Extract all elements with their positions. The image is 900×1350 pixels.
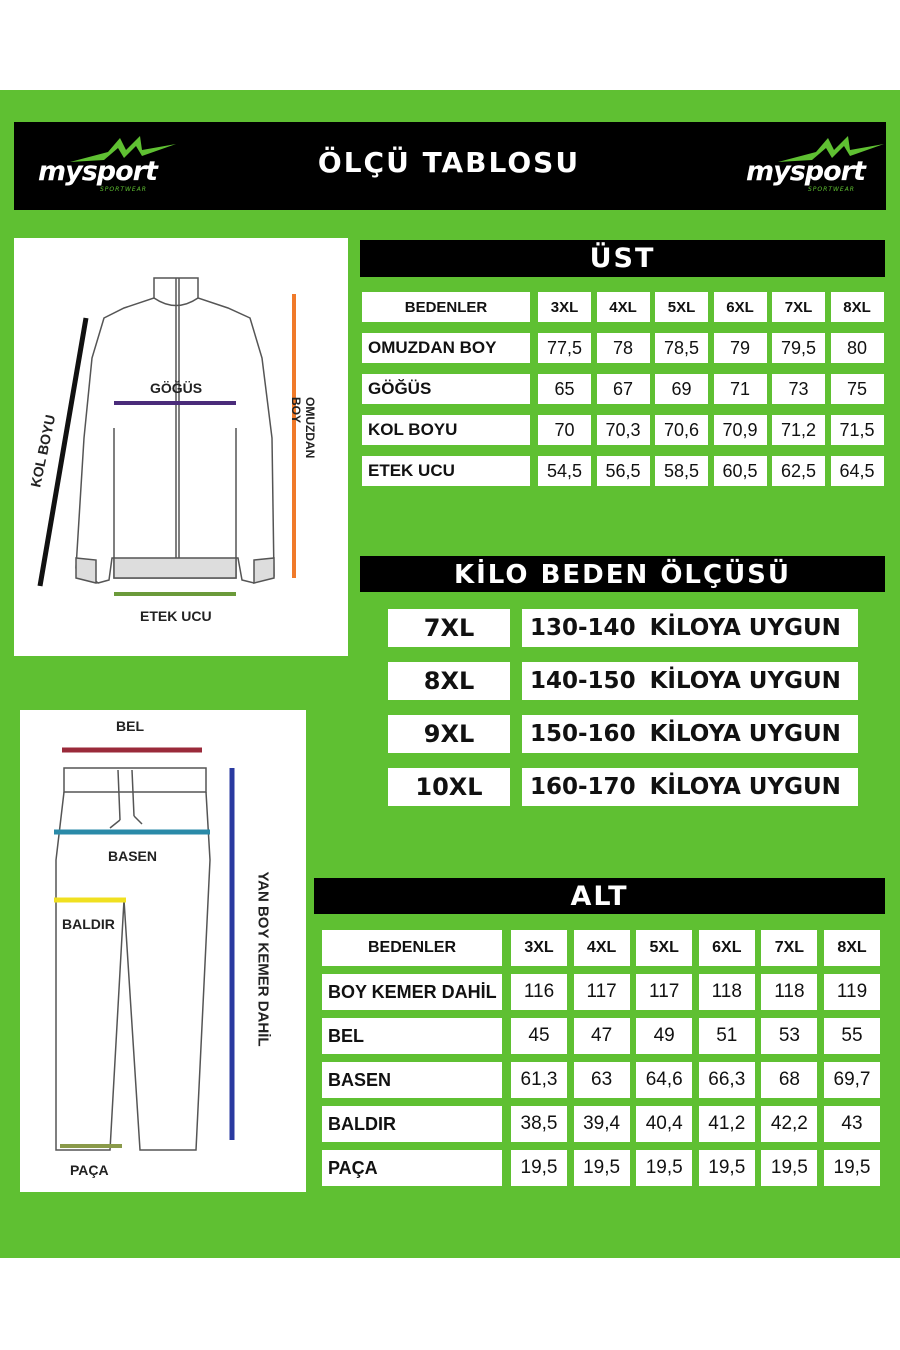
size-header-cell: 6XL [699, 930, 755, 966]
kilo-range: 150-160 [530, 721, 636, 747]
omuzdan-boy-label: OMUZDAN BOY [289, 397, 317, 459]
value-cell: 61,3 [511, 1062, 567, 1098]
paca-label: PAÇA [70, 1162, 109, 1178]
size-header-cell: 4XL [574, 930, 630, 966]
logo-text: mysport [746, 156, 865, 187]
size-header-label: BEDENLER [362, 292, 530, 322]
alt-title-bar: ALT [314, 878, 885, 914]
kilo-title-bar: KİLO BEDEN ÖLÇÜSÜ [360, 556, 885, 592]
value-cell: 41,2 [699, 1106, 755, 1142]
kilo-size-cell: 9XL [388, 715, 510, 753]
value-cell: 65 [538, 374, 591, 404]
size-header-cell: 3XL [511, 930, 567, 966]
jacket-diagram [14, 238, 348, 656]
value-cell: 55 [824, 1018, 880, 1054]
value-cell: 39,4 [574, 1106, 630, 1142]
value-cell: 53 [761, 1018, 817, 1054]
value-cell: 70,6 [655, 415, 708, 445]
value-cell: 62,5 [772, 456, 825, 486]
kilo-range: 160-170 [530, 774, 636, 800]
value-cell: 71 [714, 374, 767, 404]
page-title: ÖLÇÜ TABLOSU [317, 146, 581, 179]
value-cell: 68 [761, 1062, 817, 1098]
row-label: BEL [322, 1018, 502, 1054]
value-cell: 75 [831, 374, 884, 404]
value-cell: 58,5 [655, 456, 708, 486]
size-header-cell: 7XL [772, 292, 825, 322]
kilo-text: KİLOYA UYGUN [649, 668, 841, 694]
kilo-size-cell: 10XL [388, 768, 510, 806]
value-cell: 54,5 [538, 456, 591, 486]
row-label: OMUZDAN BOY [362, 333, 530, 363]
value-cell: 70 [538, 415, 591, 445]
size-header-cell: 5XL [636, 930, 692, 966]
kilo-range: 140-150 [530, 668, 636, 694]
size-header-cell: 7XL [761, 930, 817, 966]
size-header-cell: 6XL [714, 292, 767, 322]
kilo-text: KİLOYA UYGUN [649, 774, 841, 800]
value-cell: 66,3 [699, 1062, 755, 1098]
kilo-range: 130-140 [530, 615, 636, 641]
value-cell: 73 [772, 374, 825, 404]
value-cell: 56,5 [597, 456, 650, 486]
value-cell: 19,5 [511, 1150, 567, 1186]
value-cell: 117 [574, 974, 630, 1010]
value-cell: 19,5 [761, 1150, 817, 1186]
row-label: BASEN [322, 1062, 502, 1098]
value-cell: 69,7 [824, 1062, 880, 1098]
value-cell: 19,5 [574, 1150, 630, 1186]
baldir-label: BALDIR [62, 916, 115, 932]
yan-boy-label: YAN BOY KEMER DAHİL [254, 871, 272, 1047]
ust-title-bar: ÜST [360, 240, 885, 277]
brand-logo-left [38, 134, 178, 198]
size-header-cell: 4XL [597, 292, 650, 322]
value-cell: 38,5 [511, 1106, 567, 1142]
etek-ucu-label: ETEK UCU [140, 608, 212, 624]
value-cell: 80 [831, 333, 884, 363]
value-cell: 67 [597, 374, 650, 404]
value-cell: 116 [511, 974, 567, 1010]
value-cell: 49 [636, 1018, 692, 1054]
size-header-cell: 8XL [824, 930, 880, 966]
row-label: GÖĞÜS [362, 374, 530, 404]
value-cell: 70,9 [714, 415, 767, 445]
value-cell: 78,5 [655, 333, 708, 363]
value-cell: 79,5 [772, 333, 825, 363]
value-cell: 117 [636, 974, 692, 1010]
value-cell: 119 [824, 974, 880, 1010]
value-cell: 118 [761, 974, 817, 1010]
value-cell: 79 [714, 333, 767, 363]
value-cell: 71,2 [772, 415, 825, 445]
value-cell: 42,2 [761, 1106, 817, 1142]
logo-subtext: SPORTWEAR [100, 186, 147, 193]
row-label: BOY KEMER DAHİL [322, 974, 502, 1010]
row-label: ETEK UCU [362, 456, 530, 486]
size-header-cell: 5XL [655, 292, 708, 322]
kilo-range-cell [522, 662, 858, 700]
value-cell: 70,3 [597, 415, 650, 445]
brand-logo-right [746, 134, 886, 198]
kilo-text: KİLOYA UYGUN [649, 615, 841, 641]
value-cell: 19,5 [636, 1150, 692, 1186]
size-header-cell: 3XL [538, 292, 591, 322]
kol-boyu-label: KOL BOYU [27, 413, 59, 489]
value-cell: 51 [699, 1018, 755, 1054]
value-cell: 63 [574, 1062, 630, 1098]
kilo-range-cell [522, 609, 858, 647]
value-cell: 77,5 [538, 333, 591, 363]
value-cell: 118 [699, 974, 755, 1010]
kilo-text: KİLOYA UYGUN [649, 721, 841, 747]
value-cell: 69 [655, 374, 708, 404]
kilo-size-cell: 8XL [388, 662, 510, 700]
header-bar [14, 122, 886, 210]
value-cell: 64,6 [636, 1062, 692, 1098]
value-cell: 78 [597, 333, 650, 363]
basen-label: BASEN [108, 848, 158, 864]
size-header-cell: 8XL [831, 292, 884, 322]
row-label: KOL BOYU [362, 415, 530, 445]
row-label: PAÇA [322, 1150, 502, 1186]
value-cell: 47 [574, 1018, 630, 1054]
kilo-range-cell [522, 768, 858, 806]
value-cell: 64,5 [831, 456, 884, 486]
value-cell: 43 [824, 1106, 880, 1142]
bel-label: BEL [116, 718, 144, 734]
value-cell: 60,5 [714, 456, 767, 486]
size-header-label: BEDENLER [322, 930, 502, 966]
value-cell: 19,5 [699, 1150, 755, 1186]
gogus-label: GÖĞÜS [150, 380, 203, 396]
row-label: BALDIR [322, 1106, 502, 1142]
logo-subtext: SPORTWEAR [808, 186, 855, 193]
kilo-range-cell [522, 715, 858, 753]
value-cell: 71,5 [831, 415, 884, 445]
kilo-size-cell: 7XL [388, 609, 510, 647]
pants-diagram [20, 710, 306, 1192]
value-cell: 19,5 [824, 1150, 880, 1186]
logo-text: mysport [38, 156, 157, 187]
value-cell: 40,4 [636, 1106, 692, 1142]
value-cell: 45 [511, 1018, 567, 1054]
